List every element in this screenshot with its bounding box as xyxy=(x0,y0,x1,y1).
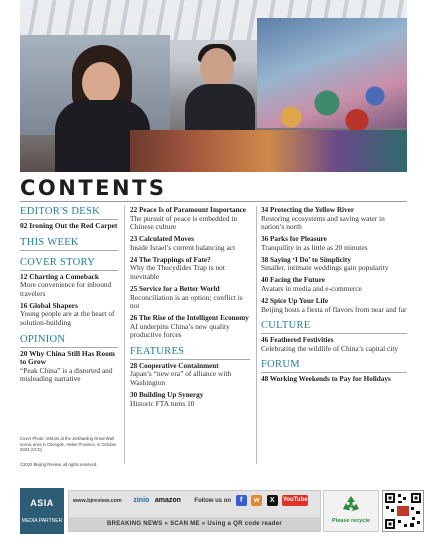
toc-column-2 xyxy=(130,206,250,412)
column-divider xyxy=(256,206,257,464)
section-heading-features: FEATURES xyxy=(130,345,185,357)
toc-item[interactable]: 24 The Trappings of Fate? Why the Thucydides Trap is not inevitable xyxy=(130,255,225,281)
breaking-news-banner: BREAKING NEWS » SCAN ME » Using a QR code reader xyxy=(69,517,320,531)
please-recycle-label: Please recycle xyxy=(332,518,370,524)
toc-item[interactable]: 38 Saying ‘I Do’ to Simplicity Smaller, intimate weddings gain popularity xyxy=(261,255,389,273)
facebook-icon[interactable]: f xyxy=(236,495,247,506)
column-divider xyxy=(124,206,125,464)
amazon-logo[interactable]: amazon xyxy=(154,496,181,504)
links-bar xyxy=(68,490,321,532)
qr-code-icon xyxy=(383,491,423,531)
toc-item[interactable]: 36 Parks for Pleasure Tranquility in as little as 20 minutes xyxy=(261,235,368,252)
zinio-logo[interactable]: zinio xyxy=(133,496,150,504)
toc-item[interactable]: 40 Facing the Future Avatars in media and e-commerce xyxy=(261,276,362,293)
toc-item[interactable]: 12 Charting a Comeback More convenience for inbound travelers xyxy=(20,271,112,298)
media-partner-label: MEDIA PARTNER xyxy=(21,518,63,524)
divider xyxy=(20,201,407,202)
cover-photo-credit: Cover Photo: Visitors at the Jinshanling Great Wall scenic area in Chengde, Hebei Province, in October 2023 (VCG) xyxy=(20,436,117,453)
toc-item[interactable]: 25 Service for a Better World Reconciliation is an option; conflict is not xyxy=(130,284,243,311)
follow-us-label: Follow us on xyxy=(194,497,232,504)
recycle-icon xyxy=(340,494,362,516)
weibo-icon[interactable]: w xyxy=(251,495,262,506)
toc-item[interactable]: 26 The Rise of the Intelligent Economy AI underpins China’s new quality productive forces xyxy=(130,314,249,340)
toc-item[interactable]: 42 Spice Up Your Life Beijing hosts a fiesta of flavors from near and far xyxy=(261,296,407,314)
section-heading-cover-story: COVER STORY xyxy=(20,256,96,268)
qr-code[interactable] xyxy=(382,490,424,532)
section-heading-culture: CULTURE xyxy=(261,320,311,332)
asia-logo: ASIA xyxy=(30,498,54,508)
toc-item[interactable]: 30 Building Up Synergy Historic FTA turns 10 xyxy=(130,391,204,408)
toc-item[interactable]: 48 Working Weekends to Pay for Holidays xyxy=(261,375,391,384)
toc-item[interactable]: 16 Global Shapers Young people are at the heart of solution-building xyxy=(20,300,115,327)
youtube-icon[interactable]: YouTube xyxy=(282,495,308,506)
toc-item[interactable]: 34 Protecting the Yellow River Restoring ecosystems and saving water in nation’s north xyxy=(261,206,385,232)
toc-column-1 xyxy=(20,206,118,387)
toc-item[interactable]: 20 Why China Still Has Room to Grow “Peak China” is a distorted and misleading narrative xyxy=(20,348,115,384)
toc-column-3 xyxy=(261,206,407,387)
contents-title: CONTENTS xyxy=(20,176,167,200)
media-partner-badge xyxy=(20,488,64,534)
toc-item[interactable]: 28 Cooperative Containment Japan’s “new era” of alliance with Washington xyxy=(130,361,232,388)
copyright: ©2024 Beijing Review, all rights reserved. xyxy=(20,462,98,467)
toc-item[interactable]: 46 Feathered Festivities Celebrating the wildlife of China’s capital city xyxy=(261,336,399,353)
section-heading-this-week: THIS WEEK xyxy=(20,236,79,248)
toc-item[interactable]: 02 Ironing Out the Red Carpet xyxy=(20,221,118,230)
toc-item[interactable]: 23 Calculated Moves Inside Israel’s current balancing act xyxy=(130,235,236,252)
x-icon[interactable]: X xyxy=(267,495,278,506)
toc-item[interactable]: 22 Peace Is of Paramount Importance The pursuit of peace is embedded in Chinese culture xyxy=(130,206,246,232)
section-heading-opinion: OPINION xyxy=(20,333,66,345)
section-heading-forum: FORUM xyxy=(261,359,300,371)
footer xyxy=(20,488,407,534)
website-link[interactable]: www.bjreview.com xyxy=(73,497,122,504)
recycle-badge xyxy=(323,490,379,532)
cover-photo xyxy=(20,0,407,172)
section-heading-editors-desk: EDITOR'S DESK xyxy=(20,206,100,217)
